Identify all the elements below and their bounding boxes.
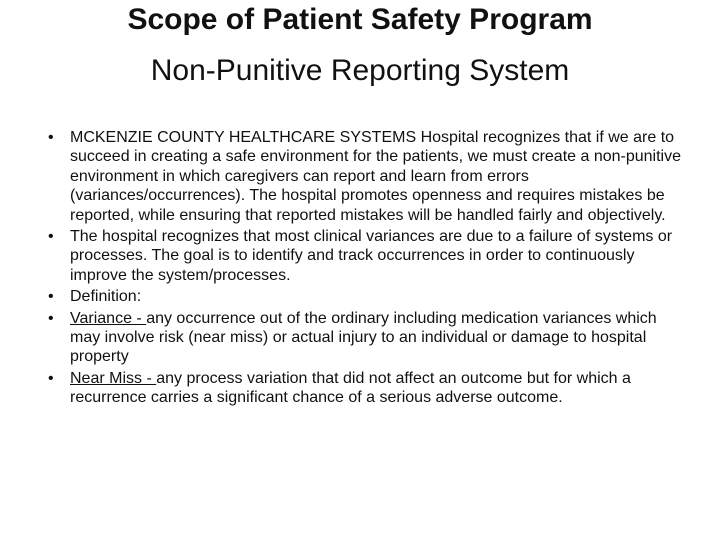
bullet-text: MCKENZIE COUNTY HEALTHCARE SYSTEMS Hospital recognizes that if we are to succeed in creating a safe environment for the patients, we must create a non-punitive environment in which caregivers can report and learn from errors (variances/occurrences). The hospital promotes openness and requires mistakes be reported, while ensuring that reported mistakes will be handled fairly and objectively.: [70, 129, 682, 224]
title-block: [0, 2, 720, 90]
term-near-miss: Near Miss -: [70, 369, 157, 387]
bullet-icon: •: [48, 288, 54, 306]
bullet-item-clinical-variances: [48, 227, 688, 285]
bullet-icon: •: [48, 228, 54, 246]
term-variance: Variance -: [70, 309, 147, 327]
bullet-item-variance: [48, 309, 688, 367]
bullet-item-intro: [48, 128, 688, 225]
bullet-text: Definition:: [70, 288, 142, 306]
bullet-text: any process variation that did not affect an outcome but for which a recurrence carries a significant chance of a serious adverse outcome.: [70, 369, 631, 407]
bullet-item-near-miss: [48, 369, 688, 408]
bullet-text: any occurrence out of the ordinary including medication variances which may involve risk (near miss) or actual injury to an individual or damage to hospital property: [70, 309, 657, 366]
bullet-text: The hospital recognizes that most clinical variances are due to a failure of systems or processes. The goal is to identify and track occurrences in order to continuously improve the system/processes.: [70, 228, 673, 284]
bullet-icon: •: [48, 309, 54, 327]
bullet-icon: •: [48, 369, 54, 387]
slide-subtitle: Non-Punitive Reporting System: [150, 54, 570, 87]
bullet-item-definition: [48, 287, 688, 306]
bullet-icon: •: [48, 129, 54, 146]
bullet-list: [48, 128, 688, 410]
slide-title: Scope of Patient Safety Program: [127, 3, 593, 36]
